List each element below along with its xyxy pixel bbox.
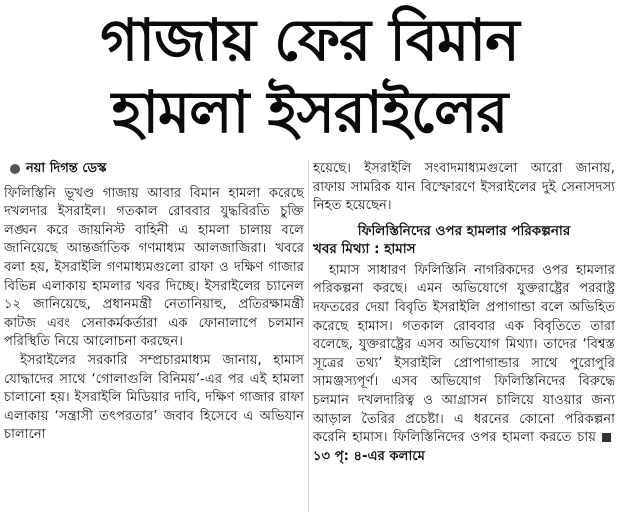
article-column-right [313,160,615,466]
byline-text: নয়া দিগন্ত ডেস্ক [26,161,107,176]
article-paragraph-3 [313,262,615,467]
bullet-dot-icon [10,164,20,174]
article-paragraph-continued: হয়েছে। ইসরাইলি সংবাদমাধ্যমগুলো আরো জানায়, রাফায় সামরিক যান বিস্ফোরণে ইসরাইলের দুই সেনাসদস্য নিহত হয়েছেন। [313,161,615,214]
continuation-text: ১৩ পৃ: ৪-এর কলামে [313,448,425,464]
headline-line-2: হামলা ইসরাইলের [111,78,508,146]
column-divider [308,160,309,512]
article-paragraph-3-text: হামাস সাধারণ ফিলিস্তিনি নাগরিকদের ওপর হামলার পরিকল্পনা করছে। এমন অভিযোগে যুক্তরাষ্ট্রের পররাষ্ট্র দফতরের দেয়া বিবৃতি ইসরাইলি প্রপাগান্ডা বলে অভিহিত করেছে হামাস। গতকাল রোববার এক বিবৃতিতে তারা বলেছে, যুক্তরাষ্ট্রের এসব অভিযোগ মিথ্যা। তাদের ‘বিশ্বস্ত সূত্রের তথ্য’ ইসরাইলি প্রোপাগান্ডার সাথে পুরোপুরি সামঞ্জস্যপূর্ণ। এসব অভিযোগ ফিলিস্তিনিদের বিরুদ্ধে চলমান দখলদারিত্ব ও আগ্রাসন চালিয়ে যাওয়ার জন্য আড়াল তৈরির প্রচেষ্টা। এ ধরনের কোনো পরিকল্পনা করেনি হামাস। ফিলিস্তিনিদের ওপর হামলা করতে চায় [313,262,615,446]
article-paragraph-1: ফিলিস্তিনি ভূখণ্ড গাজায় আবার বিমান হামলা করেছে দখলদার ইসরাইল। গতকাল রোববার যুদ্ধবিরতি চুক্তি লঙ্ঘন করে জায়নিস্ট বাহিনী এ হামলা চালায় বলে জানিয়েছে আন্তর্জাতিক গণমাধ্যম আলজাজিরা। খবরে বলা হয়, ইসরাইলি গণমাধ্যমগুলো রাফা ও দক্ষিণ গাজার বিভিন্ন এলাকায় হামলার খবর দিচ্ছে। ইসরাইলের চ্যানেল ১২ জানিয়েছে, প্রধানমন্ত্রী নেতানিয়াহু, প্রতিরক্ষামন্ত্রী কাটজ এবং সেনাকর্মকর্তারা এক ফোনালাপে চলমান পরিস্থিতি নিয়ে আলোচনা করছেন। [4,185,304,350]
subheading [313,222,615,258]
subheading-line-2: খবর মিথ্যা : হামাস [313,240,416,257]
subheading-line-1: ফিলিস্তিনিদের ওপর হামলার পরিকল্পনার [357,222,571,239]
headline [8,4,611,148]
square-bullet-icon [602,433,611,442]
byline [4,160,304,179]
article-paragraph-2: ইসরাইলের সরকারি সম্প্রচারমাধ্যম জানায়, হামাস যোদ্ধাদের সাথে ‘গোলাগুলি বিনিময়’-এর পর এই হামলা চালানো হয়। ইসরাইলি মিডিয়ার দাবি, দক্ষিণ গাজার রাফা এলাকায় ‘সন্ত্রাসী তৎপরতার’ জবাব হিসেবে এ অভিযান চালানো [4,352,304,443]
article-column-left [4,160,304,445]
headline-line-1: গাজায় ফের বিমান [100,6,519,74]
